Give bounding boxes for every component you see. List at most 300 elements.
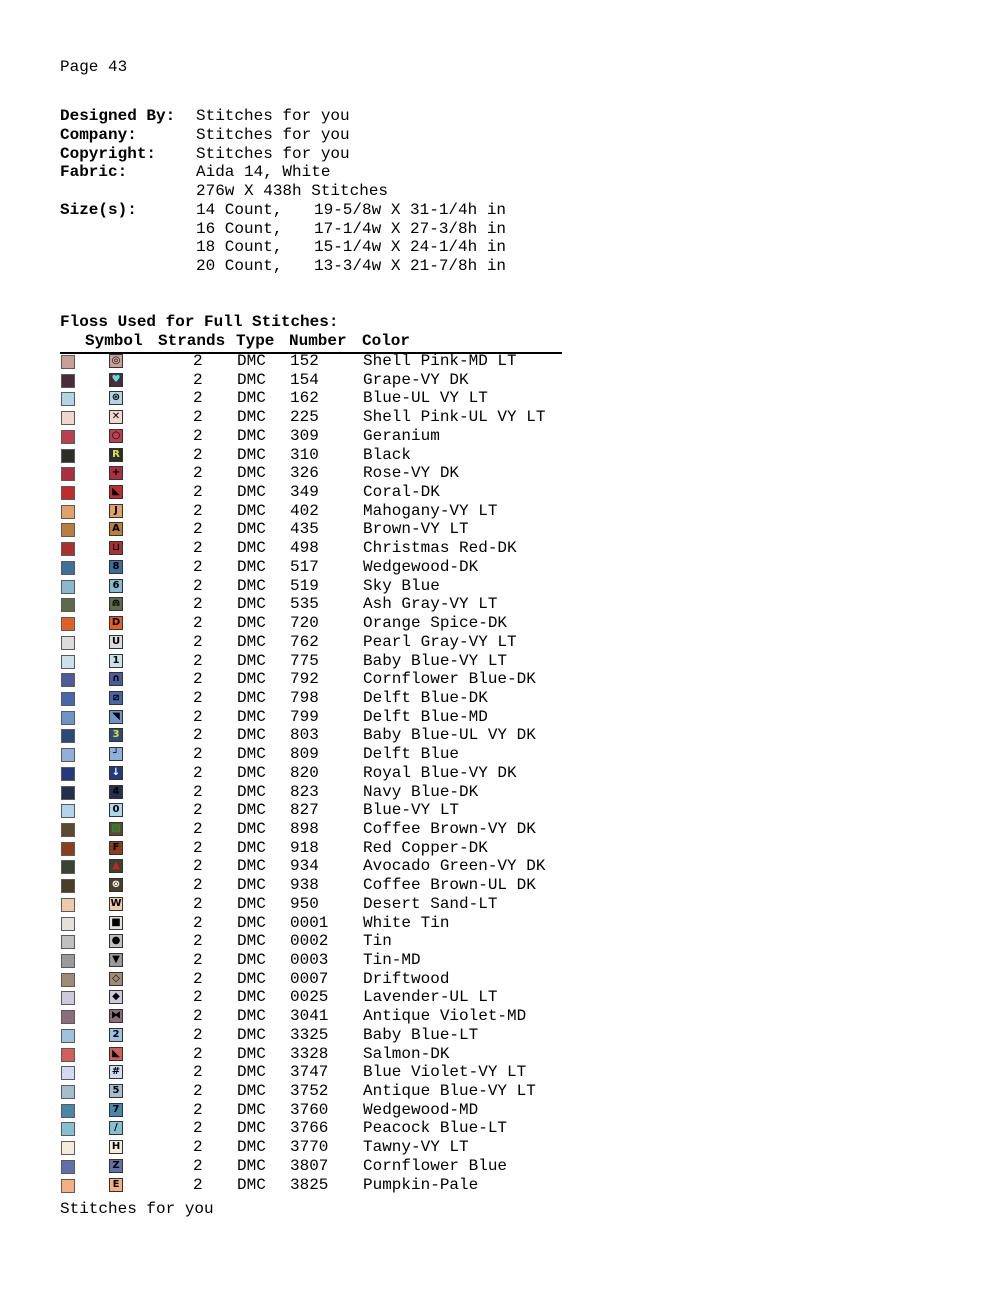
floss-type: DMC bbox=[237, 1100, 266, 1119]
floss-color-name: Wedgewood-MD bbox=[363, 1100, 479, 1119]
stitch-symbol-icon: ◥ bbox=[109, 710, 123, 724]
color-swatch bbox=[61, 954, 75, 968]
floss-color-name: Antique Violet-MD bbox=[363, 1007, 527, 1026]
company-label: Company: bbox=[60, 125, 137, 144]
floss-type: DMC bbox=[237, 464, 266, 483]
floss-strands: 2 bbox=[193, 932, 203, 951]
color-swatch bbox=[61, 1179, 75, 1193]
floss-strands: 2 bbox=[193, 763, 203, 782]
floss-number: 310 bbox=[290, 445, 319, 464]
floss-color-name: Cornflower Blue-DK bbox=[363, 670, 536, 689]
size-dimensions: 15-1/4w X 24-1/4h in bbox=[314, 238, 507, 257]
floss-number: 0003 bbox=[290, 951, 329, 969]
floss-strands: 2 bbox=[193, 857, 203, 876]
copyright-label: Copyright: bbox=[60, 144, 157, 163]
floss-type: DMC bbox=[237, 932, 266, 951]
floss-strands: 2 bbox=[193, 951, 203, 969]
floss-number: 762 bbox=[290, 632, 319, 651]
floss-type: DMC bbox=[237, 782, 266, 801]
floss-type: DMC bbox=[237, 1156, 266, 1175]
floss-number: 3325 bbox=[290, 1025, 329, 1044]
fabric-stitches: 276w X 438h Stitches bbox=[196, 182, 389, 200]
floss-strands: 2 bbox=[193, 876, 203, 895]
floss-type: DMC bbox=[237, 1119, 266, 1138]
floss-number: 918 bbox=[290, 838, 319, 857]
color-swatch bbox=[61, 898, 75, 912]
page-number: Page 43 bbox=[60, 58, 128, 76]
floss-color-name: Avocado Green-VY DK bbox=[363, 857, 546, 876]
floss-number: 934 bbox=[290, 857, 319, 876]
color-swatch bbox=[61, 786, 75, 800]
floss-strands: 2 bbox=[193, 1119, 203, 1138]
floss-type: DMC bbox=[237, 969, 266, 988]
color-swatch bbox=[61, 991, 75, 1005]
color-swatch bbox=[61, 1066, 75, 1080]
stitch-symbol-icon: E bbox=[109, 1178, 123, 1192]
floss-color-name: Delft Blue bbox=[363, 745, 460, 764]
color-swatch bbox=[61, 486, 75, 500]
stitch-symbol-icon: 5 bbox=[109, 1084, 123, 1098]
floss-strands: 2 bbox=[193, 651, 203, 670]
stitch-symbol-icon: ◣ bbox=[109, 1047, 123, 1061]
floss-number: 3807 bbox=[290, 1156, 329, 1175]
floss-color-name: Tin-MD bbox=[363, 951, 421, 969]
copyright-value: Stitches for you bbox=[196, 144, 350, 163]
stitch-symbol-icon: + bbox=[109, 466, 123, 480]
size-count: 14 Count, bbox=[196, 200, 283, 219]
stitch-symbol-icon: ◆ bbox=[109, 990, 123, 1004]
size-row bbox=[60, 220, 506, 239]
floss-type: DMC bbox=[237, 745, 266, 764]
stitch-symbol-icon: ◎ bbox=[109, 354, 123, 368]
stitch-symbol-icon: ⊛ bbox=[109, 391, 123, 405]
floss-type: DMC bbox=[237, 595, 266, 614]
floss-number: 775 bbox=[290, 651, 319, 670]
floss-number: 3328 bbox=[290, 1044, 329, 1063]
floss-type: DMC bbox=[237, 894, 266, 913]
sizes-label: Size(s): bbox=[60, 200, 137, 219]
floss-strands: 2 bbox=[193, 1082, 203, 1101]
color-swatch bbox=[61, 1029, 75, 1043]
size-row bbox=[60, 238, 506, 257]
floss-number: 3752 bbox=[290, 1082, 329, 1101]
floss-strands: 2 bbox=[193, 632, 203, 651]
floss-color-name: Coffee Brown-VY DK bbox=[363, 819, 536, 838]
color-swatch bbox=[61, 636, 75, 650]
floss-type: DMC bbox=[237, 557, 266, 576]
floss-color-name: Royal Blue-VY DK bbox=[363, 763, 517, 782]
floss-color-name: White Tin bbox=[363, 913, 450, 932]
floss-type: DMC bbox=[237, 913, 266, 932]
floss-color-name: Wedgewood-DK bbox=[363, 557, 479, 576]
floss-number: 402 bbox=[290, 501, 319, 520]
floss-number: 349 bbox=[290, 483, 319, 502]
company-row bbox=[60, 126, 506, 145]
floss-number: 225 bbox=[290, 408, 319, 427]
floss-strands: 2 bbox=[193, 969, 203, 988]
floss-type: DMC bbox=[237, 1007, 266, 1026]
footer-text: Stitches for you bbox=[60, 1200, 214, 1218]
floss-color-name: Baby Blue-VY LT bbox=[363, 651, 508, 670]
color-swatch bbox=[61, 1048, 75, 1062]
floss-color-name: Orange Spice-DK bbox=[363, 614, 508, 633]
stitch-symbol-icon: ✕ bbox=[109, 410, 123, 424]
floss-color-name: Navy Blue-DK bbox=[363, 782, 479, 801]
floss-strands: 2 bbox=[193, 389, 203, 408]
stitch-symbol-icon: ▲ bbox=[109, 859, 123, 873]
floss-color-name: Blue-VY LT bbox=[363, 801, 460, 820]
floss-color-name: Grape-VY DK bbox=[363, 370, 469, 389]
floss-type: DMC bbox=[237, 876, 266, 895]
header-color: Color bbox=[362, 332, 411, 350]
floss-strands: 2 bbox=[193, 370, 203, 389]
floss-strands: 2 bbox=[193, 501, 203, 520]
floss-color-name: Pearl Gray-VY LT bbox=[363, 632, 517, 651]
floss-color-name: Coral-DK bbox=[363, 483, 440, 502]
floss-type: DMC bbox=[237, 763, 266, 782]
designed-by-value: Stitches for you bbox=[196, 107, 350, 125]
floss-number: 326 bbox=[290, 464, 319, 483]
stitch-symbol-icon: ■ bbox=[109, 916, 123, 930]
pattern-info bbox=[60, 107, 506, 276]
floss-color-name: Delft Blue-DK bbox=[363, 688, 488, 707]
stitch-symbol-icon: Z bbox=[109, 1159, 123, 1173]
color-swatch bbox=[61, 879, 75, 893]
floss-strands: 2 bbox=[193, 1100, 203, 1119]
company-value: Stitches for you bbox=[196, 125, 350, 144]
color-swatch bbox=[61, 598, 75, 612]
color-swatch bbox=[61, 505, 75, 519]
floss-type: DMC bbox=[237, 501, 266, 520]
size-row bbox=[60, 201, 506, 220]
floss-number: 823 bbox=[290, 782, 319, 801]
floss-number: 798 bbox=[290, 688, 319, 707]
floss-type: DMC bbox=[237, 632, 266, 651]
floss-number: 0007 bbox=[290, 969, 329, 988]
floss-type: DMC bbox=[237, 1138, 266, 1157]
floss-strands: 2 bbox=[193, 464, 203, 483]
stitch-symbol-icon: H bbox=[109, 1140, 123, 1154]
color-swatch bbox=[61, 430, 75, 444]
stitch-symbol-icon: ▼ bbox=[109, 953, 123, 967]
stitch-symbol-icon: F bbox=[109, 841, 123, 855]
floss-number: 3760 bbox=[290, 1100, 329, 1119]
fabric-stitches-row bbox=[60, 182, 506, 201]
floss-number: 152 bbox=[290, 352, 319, 370]
designed-by-row bbox=[60, 107, 506, 126]
floss-strands: 2 bbox=[193, 1025, 203, 1044]
stitch-symbol-icon: 4 bbox=[109, 785, 123, 799]
floss-table-header bbox=[60, 332, 562, 354]
floss-type: DMC bbox=[237, 539, 266, 558]
floss-number: 3766 bbox=[290, 1119, 329, 1138]
floss-number: 535 bbox=[290, 595, 319, 614]
floss-type: DMC bbox=[237, 576, 266, 595]
color-swatch bbox=[61, 823, 75, 837]
floss-number: 309 bbox=[290, 426, 319, 445]
floss-color-name: Pumpkin-Pale bbox=[363, 1175, 479, 1194]
floss-number: 519 bbox=[290, 576, 319, 595]
floss-type: DMC bbox=[237, 408, 266, 427]
floss-color-name: Driftwood bbox=[363, 969, 450, 988]
floss-number: 803 bbox=[290, 726, 319, 745]
floss-strands: 2 bbox=[193, 520, 203, 539]
floss-number: 827 bbox=[290, 801, 319, 820]
floss-strands: 2 bbox=[193, 838, 203, 857]
stitch-symbol-icon: J bbox=[109, 504, 123, 518]
floss-type: DMC bbox=[237, 483, 266, 502]
stitch-symbol-icon: W bbox=[110, 897, 122, 909]
floss-type: DMC bbox=[237, 389, 266, 408]
stitch-symbol-icon: ▧ bbox=[109, 822, 123, 836]
floss-type: DMC bbox=[237, 1025, 266, 1044]
floss-strands: 2 bbox=[193, 688, 203, 707]
floss-type: DMC bbox=[237, 1063, 266, 1082]
stitch-symbol-icon: ∩ bbox=[109, 672, 123, 686]
floss-number: 0002 bbox=[290, 932, 329, 951]
stitch-symbol-icon: 8 bbox=[109, 560, 123, 574]
floss-color-name: Geranium bbox=[363, 426, 440, 445]
floss-strands: 2 bbox=[193, 408, 203, 427]
spacer bbox=[60, 182, 196, 201]
floss-strands: 2 bbox=[193, 539, 203, 558]
color-swatch bbox=[61, 392, 75, 406]
designed-by-label: Designed By: bbox=[60, 107, 176, 125]
color-swatch bbox=[61, 542, 75, 556]
floss-color-name: Shell Pink-MD LT bbox=[363, 352, 517, 370]
color-swatch bbox=[61, 411, 75, 425]
stitch-symbol-icon: / bbox=[109, 1121, 123, 1135]
color-swatch bbox=[61, 1141, 75, 1155]
color-swatch bbox=[61, 729, 75, 743]
color-swatch bbox=[61, 655, 75, 669]
floss-type: DMC bbox=[237, 988, 266, 1007]
floss-type: DMC bbox=[237, 707, 266, 726]
color-swatch bbox=[61, 973, 75, 987]
floss-color-name: Desert Sand-LT bbox=[363, 894, 498, 913]
stitch-symbol-icon: 7 bbox=[109, 1103, 123, 1117]
floss-type: DMC bbox=[237, 670, 266, 689]
stitch-symbol-icon: ● bbox=[109, 934, 123, 948]
floss-number: 792 bbox=[290, 670, 319, 689]
color-swatch bbox=[61, 860, 75, 874]
floss-color-name: Baby Blue-LT bbox=[363, 1025, 479, 1044]
stitch-symbol-icon: 6 bbox=[109, 579, 123, 593]
floss-type: DMC bbox=[237, 1082, 266, 1101]
color-swatch bbox=[61, 355, 75, 369]
floss-strands: 2 bbox=[193, 1175, 203, 1194]
floss-type: DMC bbox=[237, 688, 266, 707]
floss-color-name: Baby Blue-UL VY DK bbox=[363, 726, 536, 745]
stitch-symbol-icon: # bbox=[109, 1065, 123, 1079]
spacer bbox=[60, 257, 196, 276]
floss-strands: 2 bbox=[193, 595, 203, 614]
fabric-value: Aida 14, White bbox=[196, 163, 331, 182]
color-swatch bbox=[61, 1010, 75, 1024]
floss-number: 938 bbox=[290, 876, 319, 895]
floss-number: 820 bbox=[290, 763, 319, 782]
floss-color-name: Coffee Brown-UL DK bbox=[363, 876, 536, 895]
color-swatch bbox=[61, 692, 75, 706]
floss-strands: 2 bbox=[193, 614, 203, 633]
floss-strands: 2 bbox=[193, 801, 203, 820]
stitch-symbol-icon: ◣ bbox=[109, 485, 123, 499]
floss-title: Floss Used for Full Stitches: bbox=[60, 313, 339, 331]
floss-type: DMC bbox=[237, 426, 266, 445]
floss-strands: 2 bbox=[193, 426, 203, 445]
floss-color-name: Tawny-VY LT bbox=[363, 1138, 469, 1157]
color-swatch bbox=[61, 1104, 75, 1118]
floss-type: DMC bbox=[237, 801, 266, 820]
stitch-symbol-icon: 2 bbox=[109, 1028, 123, 1042]
size-dimensions: 13-3/4w X 21-7/8h in bbox=[314, 257, 507, 275]
color-swatch bbox=[61, 1085, 75, 1099]
fabric-row bbox=[60, 163, 506, 182]
color-swatch bbox=[61, 1160, 75, 1174]
floss-type: DMC bbox=[237, 726, 266, 745]
floss-number: 898 bbox=[290, 819, 319, 838]
color-swatch bbox=[61, 711, 75, 725]
floss-number: 3770 bbox=[290, 1138, 329, 1157]
floss-number: 3041 bbox=[290, 1007, 329, 1026]
floss-strands: 2 bbox=[193, 670, 203, 689]
floss-type: DMC bbox=[237, 352, 266, 370]
floss-color-name: Blue Violet-VY LT bbox=[363, 1063, 527, 1082]
floss-strands: 2 bbox=[193, 819, 203, 838]
color-swatch bbox=[61, 523, 75, 537]
stitch-symbol-icon: R bbox=[109, 448, 123, 462]
floss-color-name: Blue-UL VY LT bbox=[363, 389, 488, 408]
floss-strands: 2 bbox=[193, 352, 203, 370]
header-type: Type bbox=[236, 332, 275, 350]
stitch-symbol-icon: 0 bbox=[109, 803, 123, 817]
stitch-symbol-icon: ◇ bbox=[109, 972, 123, 986]
floss-color-name: Ash Gray-VY LT bbox=[363, 595, 498, 614]
floss-type: DMC bbox=[237, 857, 266, 876]
floss-number: 3747 bbox=[290, 1063, 329, 1082]
size-dimensions: 19-5/8w X 31-1/4h in bbox=[314, 200, 507, 219]
size-count: 20 Count, bbox=[196, 257, 283, 275]
floss-number: 517 bbox=[290, 557, 319, 576]
header-symbol: Symbol bbox=[85, 332, 143, 350]
color-swatch bbox=[61, 467, 75, 481]
size-row bbox=[60, 257, 506, 276]
header-strands: Strands bbox=[158, 332, 226, 350]
stitch-symbol-icon: ⊗ bbox=[109, 878, 123, 892]
size-count: 18 Count, bbox=[196, 238, 283, 257]
floss-strands: 2 bbox=[193, 894, 203, 913]
floss-strands: 2 bbox=[193, 557, 203, 576]
floss-color-name: Delft Blue-MD bbox=[363, 707, 488, 726]
floss-type: DMC bbox=[237, 370, 266, 389]
color-swatch bbox=[61, 748, 75, 762]
color-swatch bbox=[61, 617, 75, 631]
spacer bbox=[60, 238, 196, 257]
stitch-symbol-icon: ⋒ bbox=[109, 597, 123, 611]
color-swatch bbox=[61, 580, 75, 594]
color-swatch bbox=[61, 935, 75, 949]
floss-number: 435 bbox=[290, 520, 319, 539]
floss-strands: 2 bbox=[193, 483, 203, 502]
color-swatch bbox=[61, 374, 75, 388]
spacer bbox=[60, 220, 196, 239]
floss-color-name: Shell Pink-UL VY LT bbox=[363, 408, 546, 427]
floss-number: 3825 bbox=[290, 1175, 329, 1194]
stitch-symbol-icon: ⧓ bbox=[111, 1010, 121, 1022]
color-swatch bbox=[61, 804, 75, 818]
floss-strands: 2 bbox=[193, 445, 203, 464]
floss-color-name: Sky Blue bbox=[363, 576, 440, 595]
fabric-label: Fabric: bbox=[60, 163, 128, 182]
floss-type: DMC bbox=[237, 819, 266, 838]
stitch-symbol-icon: A bbox=[109, 522, 123, 536]
floss-color-name: Cornflower Blue bbox=[363, 1156, 508, 1175]
floss-strands: 2 bbox=[193, 726, 203, 745]
copyright-row bbox=[60, 145, 506, 164]
color-swatch bbox=[61, 842, 75, 856]
stitch-symbol-icon: 3 bbox=[109, 728, 123, 742]
floss-type: DMC bbox=[237, 838, 266, 857]
floss-strands: 2 bbox=[193, 1044, 203, 1063]
color-swatch bbox=[61, 449, 75, 463]
floss-color-name: Rose-VY DK bbox=[363, 464, 460, 483]
floss-number: 799 bbox=[290, 707, 319, 726]
floss-strands: 2 bbox=[193, 576, 203, 595]
stitch-symbol-icon: U bbox=[109, 635, 123, 649]
floss-color-name: Lavender-UL LT bbox=[363, 988, 498, 1007]
color-swatch bbox=[61, 673, 75, 687]
floss-color-name: Salmon-DK bbox=[363, 1044, 450, 1063]
floss-number: 498 bbox=[290, 539, 319, 558]
floss-strands: 2 bbox=[193, 1138, 203, 1157]
stitch-symbol-icon: ┘ bbox=[109, 747, 123, 761]
floss-type: DMC bbox=[237, 1175, 266, 1194]
floss-number: 720 bbox=[290, 614, 319, 633]
floss-strands: 2 bbox=[193, 913, 203, 932]
floss-number: 0025 bbox=[290, 988, 329, 1007]
size-dimensions: 17-1/4w X 27-3/8h in bbox=[314, 219, 507, 238]
floss-strands: 2 bbox=[193, 1156, 203, 1175]
floss-strands: 2 bbox=[193, 1007, 203, 1026]
floss-color-name: Christmas Red-DK bbox=[363, 539, 517, 558]
floss-number: 154 bbox=[290, 370, 319, 389]
floss-strands: 2 bbox=[193, 782, 203, 801]
floss-color-name: Tin bbox=[363, 932, 392, 951]
stitch-symbol-icon: ♥ bbox=[109, 373, 123, 387]
floss-number: 809 bbox=[290, 745, 319, 764]
size-count: 16 Count, bbox=[196, 219, 283, 238]
floss-type: DMC bbox=[237, 445, 266, 464]
color-swatch bbox=[61, 561, 75, 575]
floss-number: 0001 bbox=[290, 913, 329, 932]
floss-strands: 2 bbox=[193, 707, 203, 726]
stitch-symbol-icon: 1 bbox=[109, 654, 123, 668]
stitch-symbol-icon: ⊔ bbox=[109, 541, 123, 555]
floss-type: DMC bbox=[237, 1044, 266, 1063]
floss-strands: 2 bbox=[193, 745, 203, 764]
color-swatch bbox=[61, 1122, 75, 1136]
floss-type: DMC bbox=[237, 614, 266, 633]
header-number: Number bbox=[289, 332, 347, 350]
color-swatch bbox=[61, 917, 75, 931]
floss-color-name: Red Copper-DK bbox=[363, 838, 488, 857]
floss-number: 950 bbox=[290, 894, 319, 913]
floss-type: DMC bbox=[237, 951, 266, 969]
color-swatch bbox=[61, 767, 75, 781]
stitch-symbol-icon: ○ bbox=[109, 429, 123, 443]
floss-color-name: Antique Blue-VY LT bbox=[363, 1082, 536, 1101]
floss-color-name: Black bbox=[363, 445, 412, 464]
